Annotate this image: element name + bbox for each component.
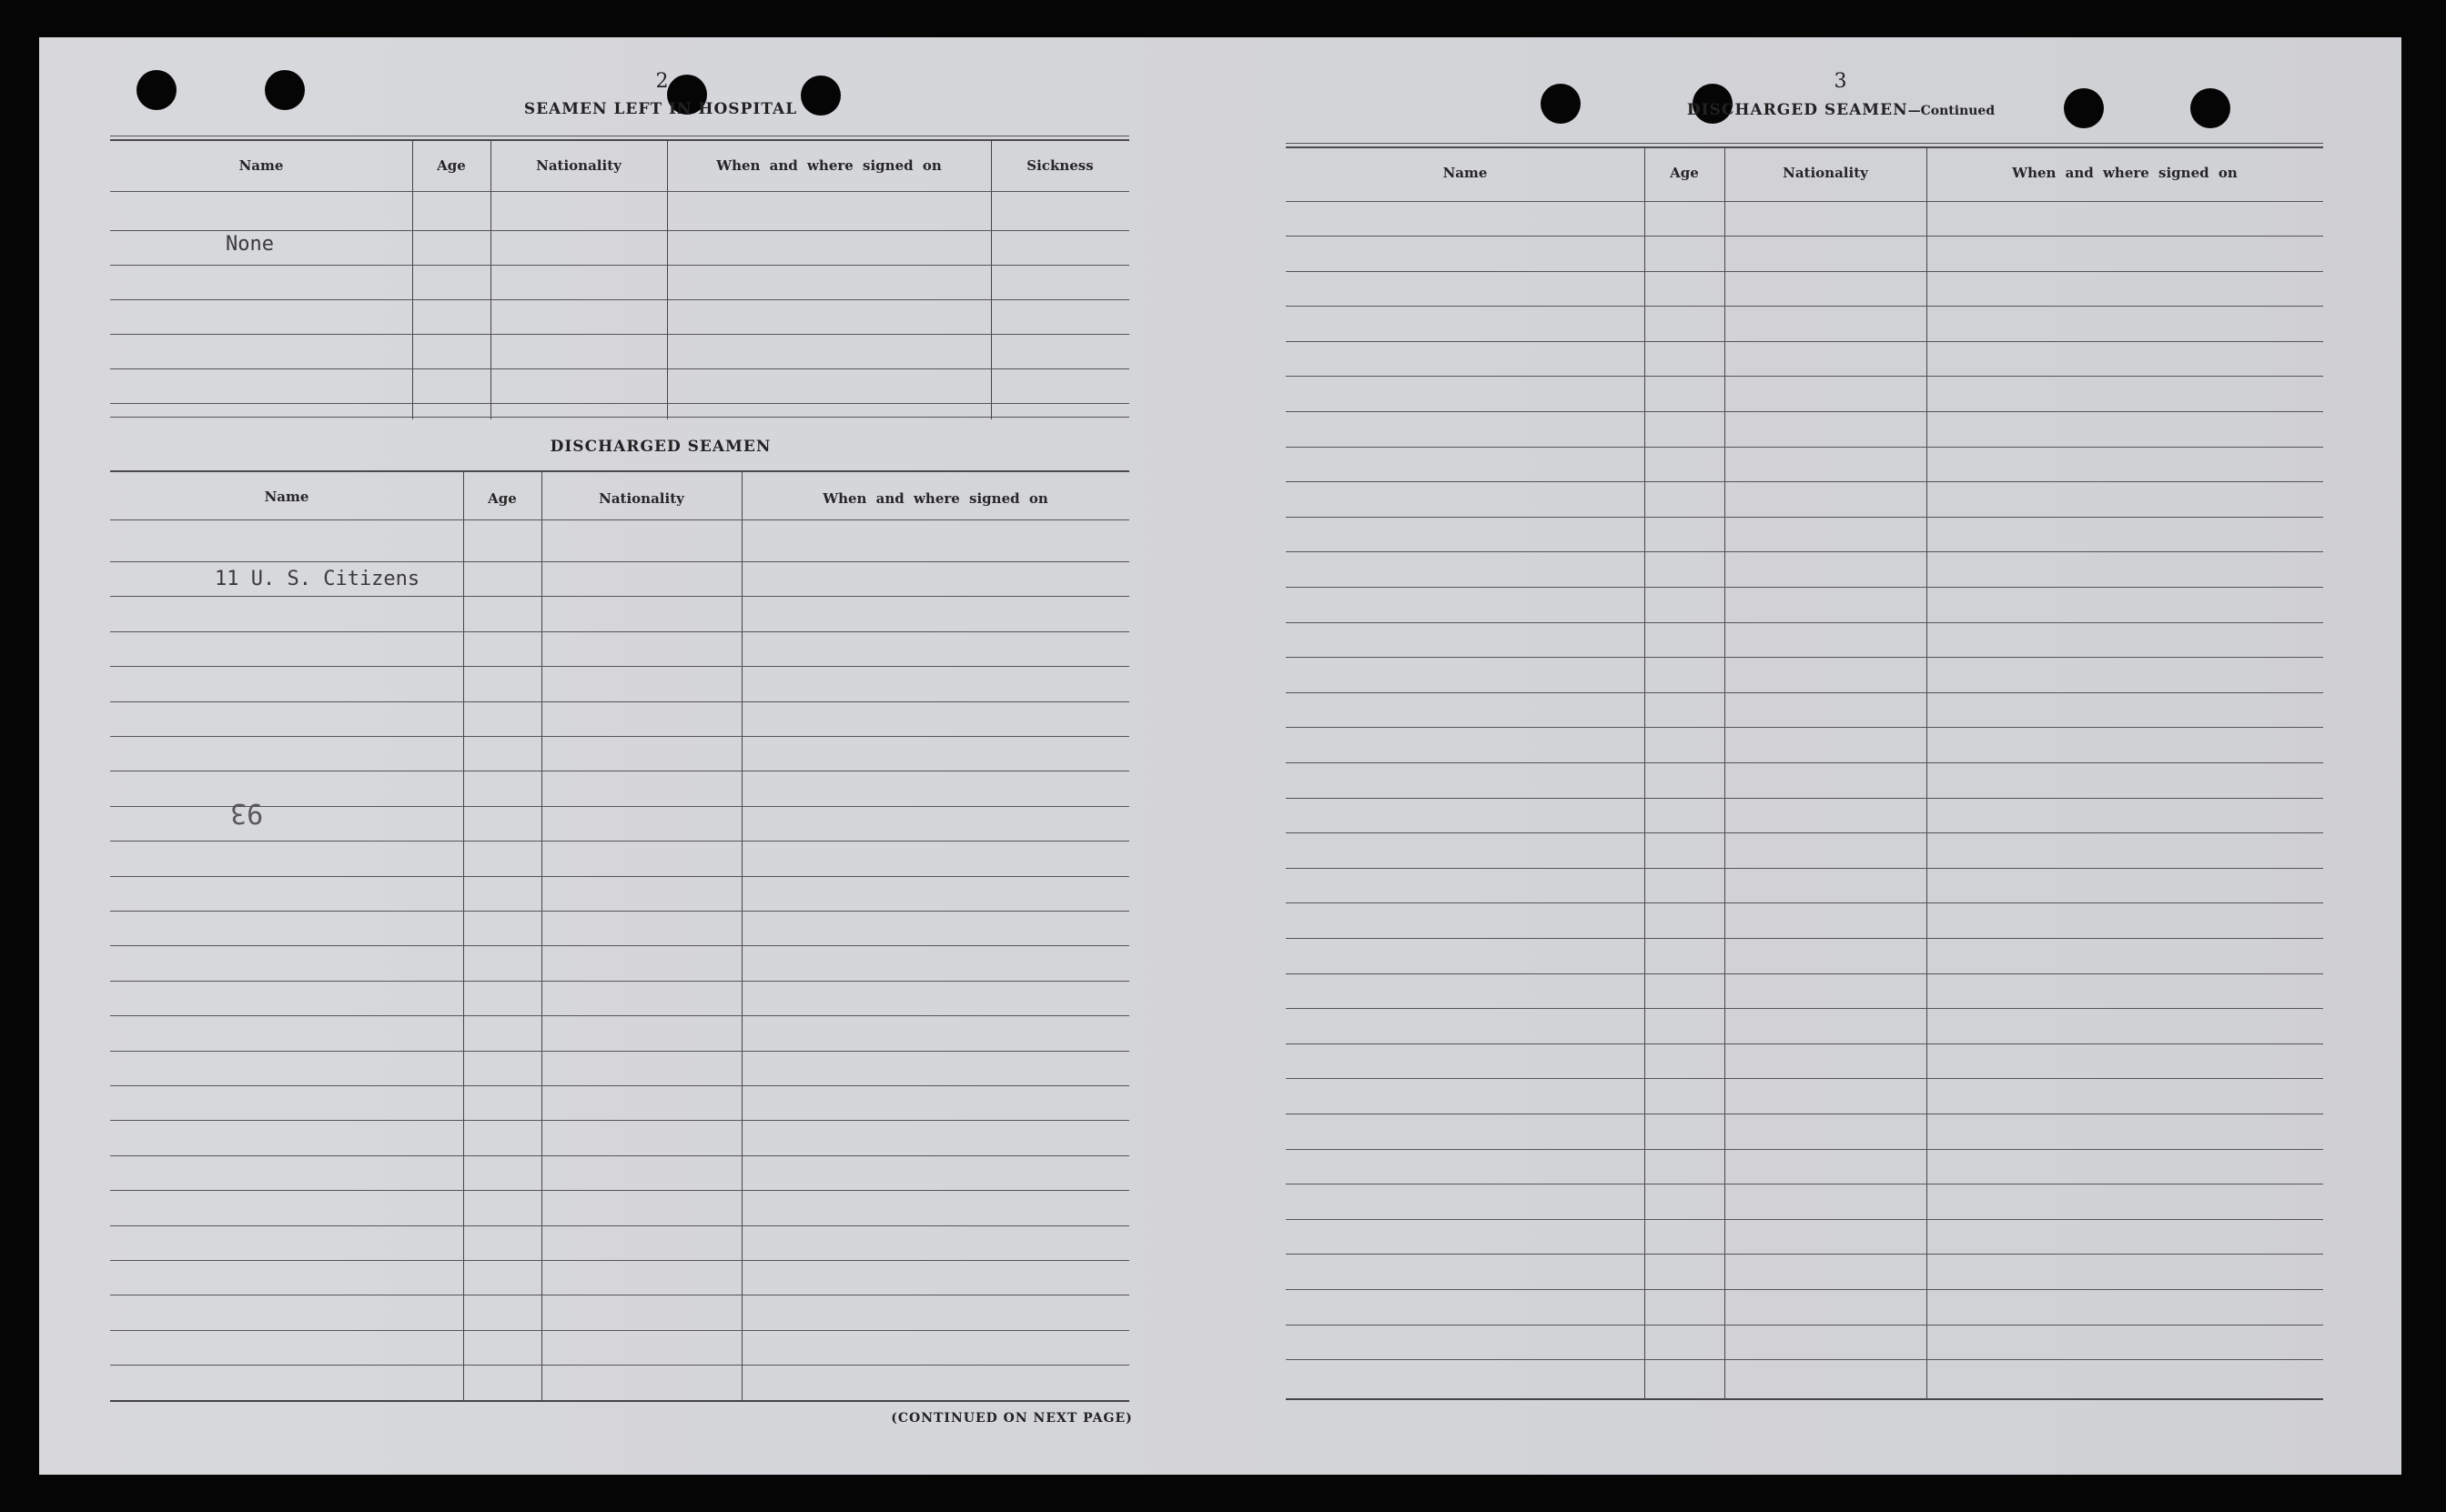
- ruled-line: [1286, 271, 2323, 272]
- hospital-section-title: SEAMEN LEFT IN HOSPITAL: [523, 100, 798, 118]
- ruled-line: [1286, 762, 2323, 763]
- punch-hole: [2190, 88, 2230, 128]
- ruled-line: [110, 596, 1129, 597]
- col-header-nationality: Nationality: [536, 157, 622, 174]
- col-header-name: Name: [238, 157, 284, 174]
- ruled-line: [110, 631, 1129, 632]
- ruled-line: [110, 191, 1129, 192]
- ruled-line: [110, 1365, 1129, 1366]
- column-rule: [1724, 148, 1725, 1400]
- ruled-line: [110, 666, 1129, 667]
- punch-hole: [265, 70, 305, 110]
- ruled-line: [110, 981, 1129, 982]
- ruled-line: [1286, 1254, 2323, 1255]
- col-header-age: Age: [437, 157, 466, 174]
- column-rule: [1644, 148, 1645, 1400]
- column-rule: [991, 141, 992, 419]
- ruled-line: [110, 230, 1129, 231]
- page-number-right: 3: [1834, 70, 1848, 93]
- col-header-when-where: When and where signed on: [823, 490, 1048, 507]
- ruled-line: [110, 519, 1129, 520]
- col-header-name: Name: [264, 489, 309, 505]
- document-sheet: [39, 37, 2401, 1475]
- discharged-continued-table: [1286, 146, 2323, 1400]
- ruled-line: [1286, 973, 2323, 974]
- ruled-line: [1286, 1008, 2323, 1009]
- ruled-line: [1286, 902, 2323, 903]
- discharged-table: [110, 470, 1129, 1402]
- col-header-nationality: Nationality: [1783, 165, 1868, 181]
- ruled-line: [110, 1015, 1129, 1016]
- col-header-age: Age: [488, 490, 517, 507]
- table-rule: [110, 1400, 1129, 1402]
- col-header-when-where: When and where signed on: [2012, 165, 2238, 181]
- ruled-line: [110, 1085, 1129, 1086]
- column-rule: [412, 141, 413, 419]
- ruled-line: [1286, 551, 2323, 552]
- ruled-line: [110, 945, 1129, 946]
- ruled-line: [1286, 1325, 2323, 1326]
- ruled-line: [110, 403, 1129, 404]
- column-rule: [463, 472, 464, 1402]
- ruled-line: [110, 736, 1129, 737]
- ruled-line: [110, 1155, 1129, 1156]
- ruled-line: [1286, 411, 2323, 412]
- ruled-line: [1286, 622, 2323, 623]
- column-rule: [667, 141, 668, 419]
- ruled-line: [1286, 1043, 2323, 1044]
- col-header-name: Name: [1442, 165, 1488, 181]
- ruled-line: [1286, 1289, 2323, 1290]
- column-rule: [541, 472, 542, 1402]
- hospital-table: [110, 139, 1129, 419]
- ruled-line: [110, 1120, 1129, 1121]
- ruled-line: [110, 1190, 1129, 1191]
- discharged-continued-title: [1586, 101, 2096, 119]
- punch-hole: [136, 70, 177, 110]
- col-header-age: Age: [1670, 165, 1699, 181]
- ruled-line: [110, 1330, 1129, 1331]
- stamped-number: 93: [230, 797, 264, 829]
- ruled-line: [1286, 481, 2323, 482]
- ruled-line: [110, 265, 1129, 266]
- continued-footer: (CONTINUED ON NEXT PAGE): [891, 1411, 1133, 1426]
- column-rule: [490, 141, 491, 419]
- ruled-line: [1286, 1149, 2323, 1150]
- col-header-nationality: Nationality: [599, 490, 684, 507]
- ruled-line: [1286, 517, 2323, 518]
- ruled-line: [110, 334, 1129, 335]
- column-rule: [1926, 148, 1927, 1400]
- discharged-section-title: DISCHARGED SEAMEN: [550, 438, 772, 456]
- ruled-line: [1286, 201, 2323, 202]
- discharged-entry: 11 U. S. Citizens: [215, 568, 420, 590]
- ruled-line: [1286, 868, 2323, 869]
- ruled-line: [110, 876, 1129, 877]
- ruled-line: [1286, 938, 2323, 939]
- ruled-line: [110, 417, 1129, 418]
- ruled-line: [1286, 727, 2323, 728]
- ruled-line: [1286, 1219, 2323, 1220]
- table-rule: [1286, 143, 2323, 144]
- ruled-line: [110, 841, 1129, 842]
- ruled-line: [1286, 376, 2323, 377]
- ruled-line: [110, 1051, 1129, 1052]
- ruled-line: [110, 1260, 1129, 1261]
- ruled-line: [1286, 1078, 2323, 1079]
- ruled-line: [1286, 587, 2323, 588]
- col-header-sickness: Sickness: [1026, 157, 1094, 174]
- punch-hole: [1541, 84, 1581, 124]
- ruled-line: [1286, 341, 2323, 342]
- col-header-when-where: When and where signed on: [716, 157, 942, 174]
- ruled-line: [1286, 236, 2323, 237]
- ruled-line: [110, 1225, 1129, 1226]
- ruled-line: [1286, 306, 2323, 307]
- ruled-line: [1286, 798, 2323, 799]
- ruled-line: [110, 911, 1129, 912]
- ruled-line: [110, 299, 1129, 300]
- ruled-line: [1286, 692, 2323, 693]
- page-number-left: 2: [655, 70, 670, 93]
- ruled-line: [110, 561, 1129, 562]
- ruled-line: [110, 701, 1129, 702]
- table-rule: [1286, 1398, 2323, 1400]
- ruled-line: [1286, 832, 2323, 833]
- ruled-line: [1286, 447, 2323, 448]
- hospital-entry: None: [226, 233, 274, 256]
- column-rule: [742, 472, 743, 1402]
- ruled-line: [1286, 1359, 2323, 1360]
- title-suffix: —Continued: [1907, 104, 1996, 118]
- ruled-line: [110, 368, 1129, 369]
- ruled-line: [1286, 657, 2323, 658]
- title-text: DISCHARGED SEAMEN: [1686, 101, 1908, 119]
